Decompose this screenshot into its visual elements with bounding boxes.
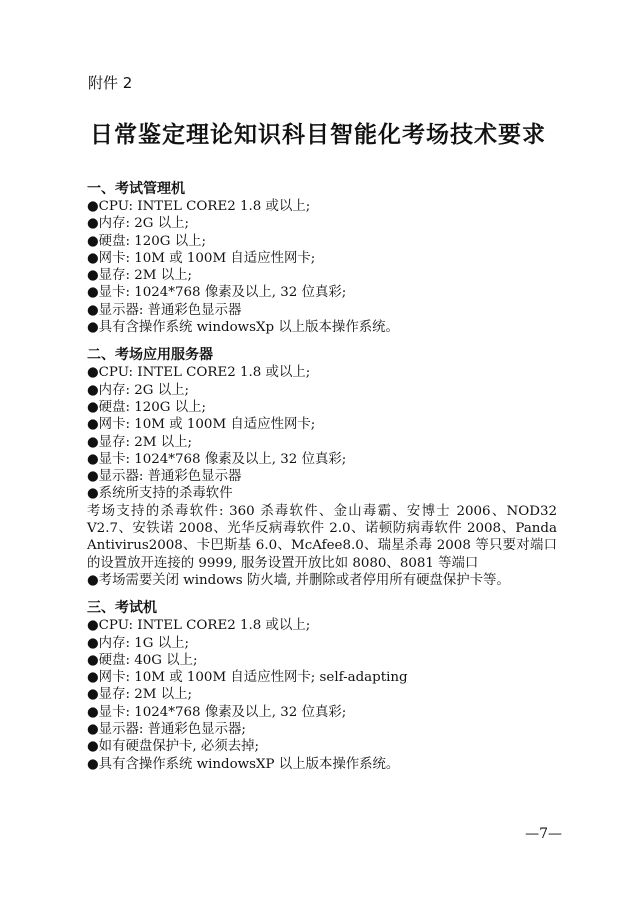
document-body [87,180,557,773]
spec-line: ●CPU: INTEL CORE2 1.8 或以上; [87,365,311,381]
spec-line: ●硬盘: 40G 以上; [87,652,198,668]
section-exam-machine [87,599,557,773]
spec-line: ●CPU: INTEL CORE2 1.8 或以上; [87,199,311,214]
spec-line: ●显存: 2M 以上; [87,687,193,703]
annex-label: 附件 2 [88,74,133,92]
section-heading: 三、考试机 [87,600,157,617]
spec-line: ●显卡: 1024*768 像素及以上, 32 位真彩; [87,285,347,301]
spec-line: ●显卡: 1024*768 像素及以上, 32 位真彩; [87,704,347,720]
spec-line: ●内存: 1G 以上; [87,635,189,651]
spec-line: ●网卡: 10M 或 100M 自适应性网卡; [87,417,316,433]
spec-line: ●内存: 2G 以上; [87,382,189,398]
page-number: —7— [525,826,562,842]
spec-line: ●显示器: 普通彩色显示器; [87,722,246,738]
spec-line: ●具有含操作系统 windowsXP 以上版本操作系统。 [87,756,400,772]
spec-line: ●显示器: 普通彩色显示器 [87,469,242,485]
antivirus-paragraph: 考场支持的杀毒软件: 360 杀毒软件、金山毒霸、安博士 2006、NOD32 V2.7、安铁诺 2008、光华反病毒软件 2.0、诺顿防病毒软件 2008、Panda Antivirus2008、卡巴斯基 6.0、McAfee8.0、瑞星杀毒 2008 等只要对端口的设置放开连接的 9999, 服务设置开放比如 8080、8081 等端口 [87,503,557,571]
section-heading: 一、考试管理机 [87,181,185,197]
spec-line: ●显卡: 1024*768 像素及以上, 32 位真彩; [87,451,347,467]
section-exam-application-server [87,346,557,589]
spec-line: ●CPU: INTEL CORE2 1.8 或以上; [87,618,311,634]
spec-line: ●显存: 2M 以上; [87,268,193,284]
spec-line: ●显存: 2M 以上; [87,434,193,450]
spec-line: ●网卡: 10M 或 100M 自适应性网卡; [87,250,316,266]
spec-line: ●硬盘: 120G 以上; [87,233,207,249]
section-exam-management-machine [87,180,557,336]
section-heading: 二、考场应用服务器 [87,347,213,364]
document-title: 日常鉴定理论知识科目智能化考场技术要求 [90,121,546,148]
spec-line: ●如有硬盘保护卡, 必须去掉; [87,739,260,755]
spec-line: ●具有含操作系统 windowsXp 以上版本操作系统。 [87,320,399,336]
spec-line: ●系统所支持的杀毒软件 [87,486,233,502]
spec-line: ●显示器: 普通彩色显示器 [87,302,242,318]
spec-line: ●硬盘: 120G 以上; [87,399,207,415]
spec-line: ●内存: 2G 以上; [87,216,189,232]
firewall-paragraph: ●考场需要关闭 windows 防火墙, 并删除或者停用所有硬盘保护卡等。 [87,572,510,588]
spec-line: ●网卡: 10M 或 100M 自适应性网卡; self-adapting [87,670,408,686]
